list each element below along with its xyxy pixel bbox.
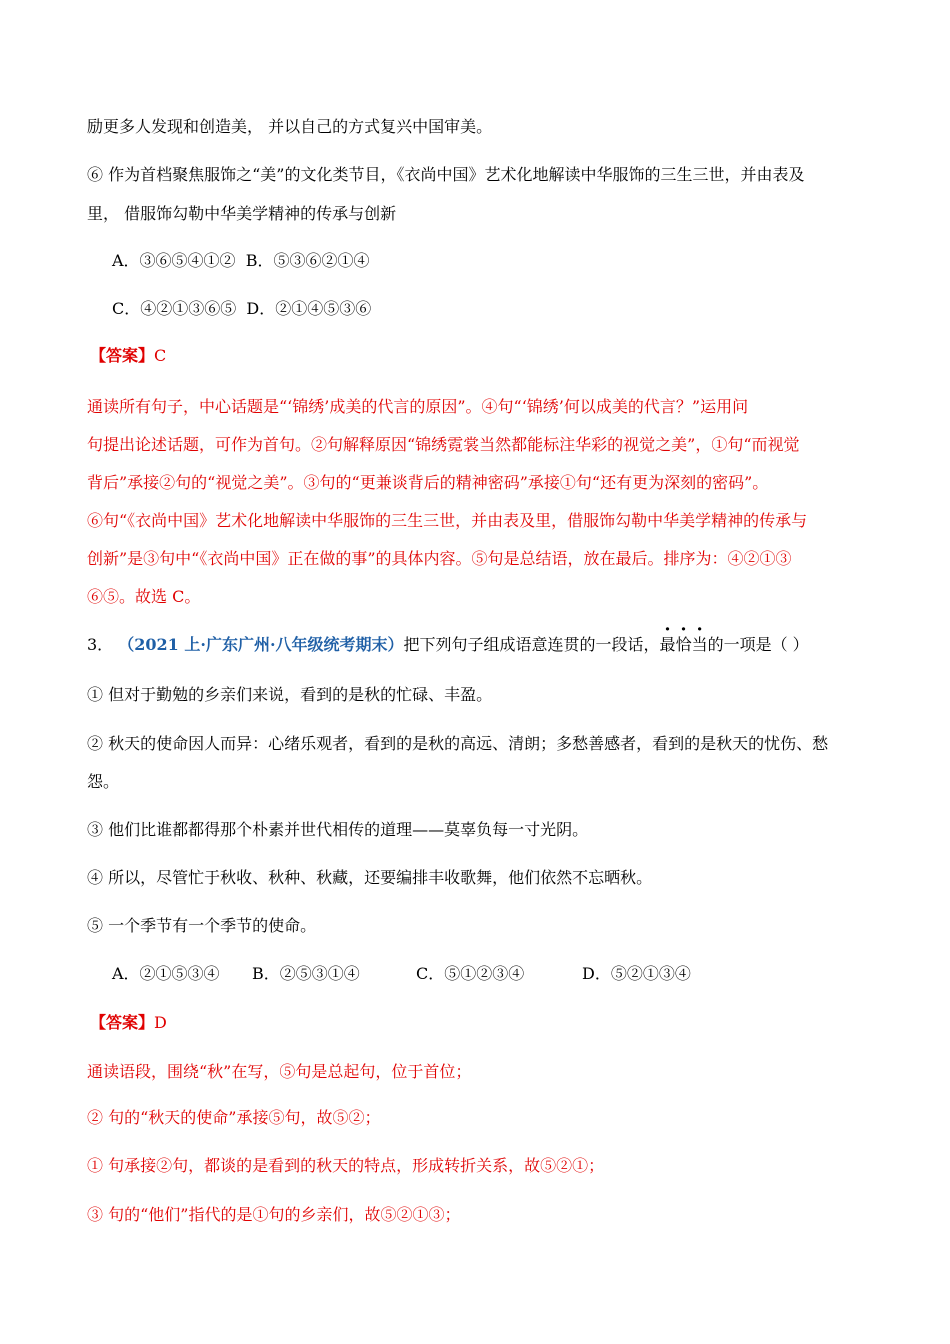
q3-sentence-1: ① 但对于勤勉的乡亲们来说，看到的是秋的忙碌、丰盈。 bbox=[87, 685, 493, 704]
answer-value: C bbox=[154, 346, 167, 365]
sentence-6-line2: 里， 借服饰勾勒中华美学精神的传承与创新 bbox=[87, 204, 397, 223]
q3-explanation-line: ① 句承接②句，都谈的是看到的秋天的特点，形成转折关系，故⑤②①； bbox=[87, 1156, 605, 1175]
q2-explanation-line: 句提出论述话题，可作为首句。②句解释原因“锦绣霓裳当然都能标注华彩的视觉之美”，①句“而视觉 bbox=[87, 435, 800, 454]
emphasis-char: 最 bbox=[659, 635, 676, 654]
q2-option-b: B．⑤③⑥②①④ bbox=[245, 251, 370, 270]
emphasis-char: 当 bbox=[691, 635, 708, 654]
q3-sentence-4: ④ 所以，尽管忙于秋收、秋种、秋藏，还要编排丰收歌舞，他们依然不忘晒秋。 bbox=[87, 868, 653, 887]
q3-sentence-3: ③ 他们比谁都都得那个朴素并世代相传的道理——莫辜负每一寸光阴。 bbox=[87, 820, 589, 839]
q2-options-row1 bbox=[112, 250, 370, 272]
q3-option-b: B．②⑤③①④ bbox=[252, 964, 360, 983]
q3-option-c: C．⑤①②③④ bbox=[416, 964, 525, 983]
q2-option-c: C．④②①③⑥⑤ bbox=[112, 299, 237, 318]
question-number: 3． bbox=[87, 635, 114, 654]
answer-value: D bbox=[154, 1013, 167, 1032]
sentence-6-line1: ⑥ 作为首档聚焦服饰之“美”的文化类节目，《衣尚中国》艺术化地解读中华服饰的三生三世，并由表及 bbox=[87, 165, 805, 184]
q2-explanation-line: 创新”是③句中“《衣尚中国》正在做的事”的具体内容。⑤句是总结语，放在最后。排序为：④②①③ bbox=[87, 549, 792, 568]
q3-explanation-line: 通读语段，围绕“秋”在写，⑤句是总起句，位于首位； bbox=[87, 1062, 472, 1081]
q3-option-a: A．②①⑤③④ bbox=[112, 964, 220, 983]
q2-option-d: D．②①④⑤③⑥ bbox=[246, 299, 372, 318]
q3-sentence-2-line2: 怨。 bbox=[87, 772, 120, 791]
q2-explanation-line: 背后”承接②句的“视觉之美”。③句的“更兼谈背后的精神密码”承接①句“还有更为深刻的密码”。 bbox=[87, 473, 769, 492]
q2-option-a: A．③⑥⑤④①② bbox=[112, 251, 236, 270]
q2-options-row2 bbox=[112, 298, 371, 320]
answer-label: 【答案】 bbox=[90, 1013, 155, 1032]
q3-sentence-5: ⑤ 一个季节有一个季节的使命。 bbox=[87, 916, 317, 935]
q3-explanation-line: ② 句的“秋天的使命”承接⑤句，故⑤②； bbox=[87, 1108, 381, 1127]
q3-explanation-line: ③ 句的“他们”指代的是①句的乡亲们，故⑤②①③； bbox=[87, 1205, 461, 1224]
q3-option-d: D．⑤②①③④ bbox=[582, 964, 691, 983]
q2-answer bbox=[90, 345, 166, 367]
answer-label: 【答案】 bbox=[90, 346, 155, 365]
text-line: 励更多人发现和创造美， 并以自己的方式复兴中国审美。 bbox=[87, 117, 493, 136]
q3-answer bbox=[90, 1012, 167, 1034]
q2-explanation-line: ⑥句“《衣尚中国》艺术化地解读中华服饰的三生三世，并由表及里，借服饰勾勒中华美学精神的传承与 bbox=[87, 511, 808, 530]
q2-explanation-line: ⑥⑤。故选 C。 bbox=[87, 587, 201, 606]
question-stem-end: 的一项是（ ） bbox=[707, 635, 809, 654]
question-stem: 把下列句子组成语意连贯的一段话， bbox=[403, 635, 660, 654]
q2-explanation-line: 通读所有句子，中心话题是“‘锦绣’成美的代言的原因”。④句“‘锦绣’何以成美的代言？”运用问 bbox=[87, 397, 749, 416]
q3-stem bbox=[87, 634, 809, 656]
q3-sentence-2-line1: ② 秋天的使命因人而异：心绪乐观者，看到的是秋的高远、清朗；多愁善感者，看到的是秋天的忧伤、愁 bbox=[87, 734, 829, 753]
emphasis-char: 恰 bbox=[675, 635, 692, 654]
question-source: （2021 上·广东广州·八年级统考期末） bbox=[118, 635, 404, 654]
